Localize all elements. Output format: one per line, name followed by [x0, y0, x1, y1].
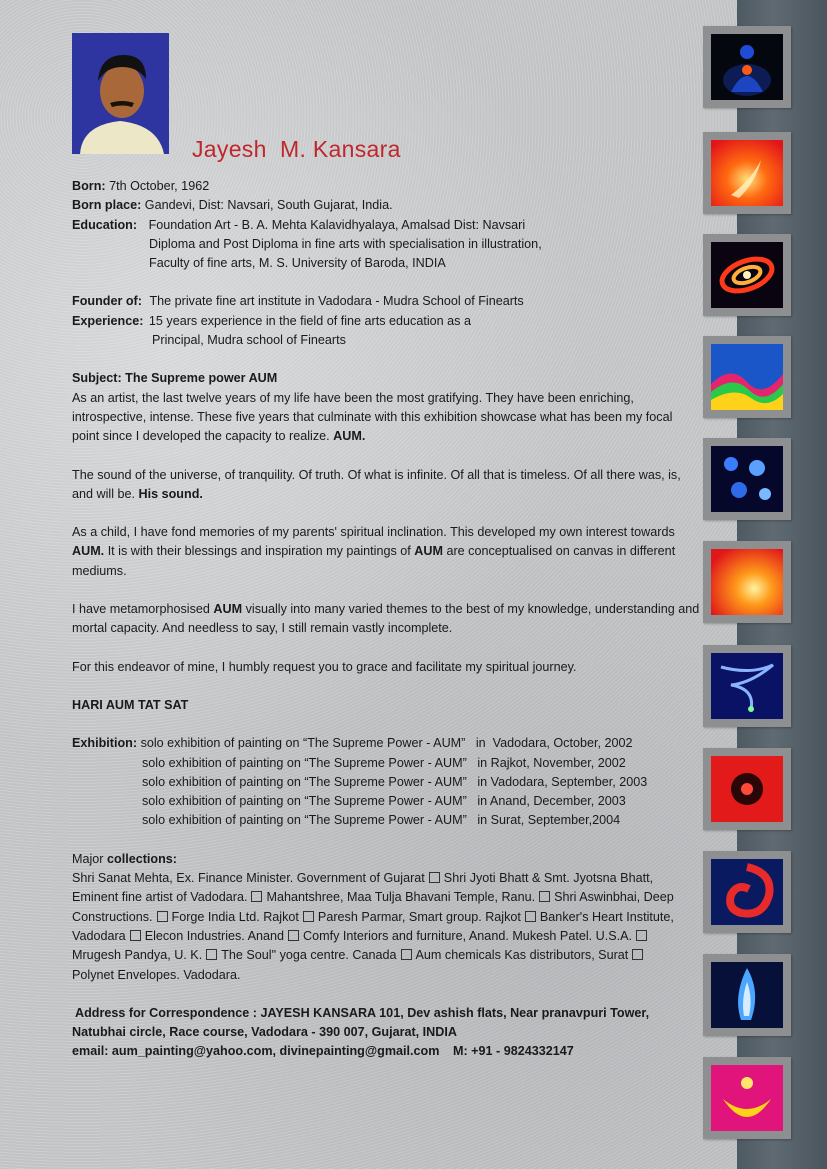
- address-line: Address for Correspondence : JAYESH KANSARA 101, Dev ashish flats, Near pranavpuri Tower,: [75, 1005, 650, 1020]
- birthplace-row: [72, 196, 702, 215]
- square-bullet-icon: [632, 949, 643, 960]
- square-bullet-icon: [251, 891, 262, 902]
- experience-label: Experience:: [72, 313, 144, 328]
- exhibition-row: [72, 754, 702, 773]
- founder-row: [72, 292, 702, 311]
- subject-paragraph-4: I have metamorphosised AUM visually into many varied themes to the best of my knowledge, understanding and mortal capacity. And needless to say, I still remain vastly incomplete.: [72, 602, 700, 636]
- square-bullet-icon: [429, 872, 440, 883]
- collection-entry: Aum chemicals Kas distributors, Surat: [415, 948, 629, 963]
- biography-content: [72, 177, 702, 1062]
- thumbnail-11: [703, 1057, 791, 1139]
- collection-entry: Forge India Ltd. Rajkot: [171, 909, 299, 924]
- collection-entry: Mrugesh Pandya, U. K.: [72, 948, 203, 963]
- exhibition-title: solo exhibition of painting on “The Supreme Power - AUM”: [142, 813, 467, 828]
- meditating-figure-art: [711, 34, 783, 100]
- exhibition-place: in Surat, September,2004: [477, 813, 621, 828]
- subject-heading: Subject: The Supreme power AUM: [72, 371, 278, 386]
- red-om-art: [711, 756, 783, 822]
- experience-line: Principal, Mudra school of Finearts: [152, 333, 346, 348]
- square-bullet-icon: [401, 949, 412, 960]
- education-line: Foundation Art - B. A. Mehta Kalavidhyalaya, Amalsad Dist: Navsari: [148, 217, 526, 232]
- birthplace-value: Gandevi, Dist: Navsari, South Gujarat, India.: [144, 198, 393, 213]
- exhibition-place: in Vadodara, September, 2003: [477, 774, 648, 789]
- portrait-photo: [72, 33, 169, 154]
- collection-entry: Polynet Envelopes. Vadodara.: [72, 967, 241, 982]
- collection-entry: Elecon Industries. Anand: [144, 928, 285, 943]
- exhibition-title: solo exhibition of painting on “The Supreme Power - AUM”: [140, 736, 466, 751]
- cosmic-wave-art: [711, 653, 783, 719]
- square-bullet-icon: [636, 930, 647, 941]
- education-label: Education:: [72, 217, 138, 232]
- subject-paragraph-2: The sound of the universe, of tranquility. Of truth. Of what is infinite. Of all that is timeless. Of all there was, is, and will be. His sound.: [72, 467, 681, 501]
- spiral-galaxy-art: [711, 242, 783, 308]
- thumbnail-3: [703, 234, 791, 316]
- square-bullet-icon: [303, 911, 314, 922]
- collections-list: [72, 869, 677, 985]
- founder-value: The private fine art institute in Vadodara - Mudra School of Finearts: [149, 294, 524, 309]
- subject-paragraph-1: As an artist, the last twelve years of my life have been the most gratifying. They have been enriching, introspective, intense. These five years that culminate with this exhibition showcase what has been my focal point since I developed the capacity to realize. AUM.: [72, 390, 673, 444]
- exhibition-row: [72, 773, 702, 792]
- exhibition-title: solo exhibition of painting on “The Supreme Power - AUM”: [142, 794, 467, 809]
- thumbnail-7: [703, 645, 791, 727]
- thumbnail-6: [703, 541, 791, 623]
- born-row: [72, 177, 702, 196]
- subject-paragraph-5: For this endeavor of mine, I humbly request you to grace and facilitate my spiritual journey.: [72, 659, 577, 674]
- orange-vortex-art: [711, 549, 783, 615]
- thumbnail-1: [703, 26, 791, 108]
- email-text: email: aum_painting@yahoo.com, divinepainting@gmail.com: [72, 1044, 440, 1059]
- square-bullet-icon: [157, 911, 168, 922]
- artist-name: Jayesh M. Kansara: [192, 136, 401, 162]
- education-row: [72, 216, 702, 235]
- blue-red-swirl-art: [711, 859, 783, 925]
- birthplace-label: Born place:: [72, 198, 142, 213]
- thumbnail-5: [703, 438, 791, 520]
- phone-text: M: +91 - 9824332147: [452, 1044, 574, 1059]
- experience-row: [72, 312, 702, 331]
- mantra-heading: HARI AUM TAT SAT: [72, 697, 189, 712]
- exhibition-place: in Vadodara, October, 2002: [475, 736, 633, 751]
- experience-line: 15 years experience in the field of fine arts education as a: [148, 313, 471, 328]
- collection-entry: The Soul" yoga centre. Canada: [221, 948, 397, 963]
- collection-entry: Shri Sanat Mehta, Ex. Finance Minister. Government of Gujarat: [72, 871, 425, 886]
- collection-entry: Mahantshree, Maa Tulja Bhavani Temple, Ranu.: [266, 890, 536, 905]
- thumbnail-2: [703, 132, 791, 214]
- square-bullet-icon: [525, 911, 536, 922]
- exhibition-place: in Anand, December, 2003: [477, 794, 626, 809]
- blue-om-symbols-art: [711, 446, 783, 512]
- thumbnail-10: [703, 954, 791, 1036]
- thumbnail-9: [703, 851, 791, 933]
- collections-heading: Major collections:: [72, 851, 177, 866]
- collection-entry: Comfy Interiors and furniture, Anand. Mukesh Patel. U.S.A.: [303, 928, 633, 943]
- education-line: Diploma and Post Diploma in fine arts with specialisation in illustration,: [149, 236, 542, 251]
- pink-lotus-art: [711, 1065, 783, 1131]
- exhibition-place: in Rajkot, November, 2002: [477, 755, 626, 770]
- collection-entry: Banker's Heart Institute, Vadodara: [72, 909, 674, 943]
- exhibition-row: [72, 811, 702, 830]
- contact-row: [72, 1042, 702, 1061]
- portrait-person-icon: [72, 33, 169, 154]
- exhibition-row: [72, 734, 702, 753]
- square-bullet-icon: [288, 930, 299, 941]
- exhibition-title: solo exhibition of painting on “The Supreme Power - AUM”: [142, 755, 467, 770]
- exhibition-label: Exhibition:: [72, 736, 138, 751]
- education-line: Faculty of fine arts, M. S. University of Baroda, INDIA: [149, 256, 446, 271]
- address-line: Natubhai circle, Race course, Vadodara - 390 007, Gujarat, INDIA: [72, 1025, 457, 1040]
- collection-entry: Shri Jyoti Bhatt & Smt. Jyotsna Bhatt, Eminent fine artist of Vadodara.: [72, 871, 654, 905]
- square-bullet-icon: [130, 930, 141, 941]
- square-bullet-icon: [539, 891, 550, 902]
- collection-entry: Paresh Parmar, Smart group. Rajkot: [317, 909, 521, 924]
- thumbnail-4: [703, 336, 791, 418]
- flame-swirl-art: [711, 140, 783, 206]
- exhibition-title: solo exhibition of painting on “The Supreme Power - AUM”: [142, 774, 467, 789]
- subject-paragraph-3: As a child, I have fond memories of my parents' spiritual inclination. This developed my own interest towards AUM. It is with their blessings and inspiration my paintings of AUM are conceptualised on canvas in different mediums.: [72, 525, 676, 578]
- exhibition-row: [72, 792, 702, 811]
- founder-label: Founder of:: [72, 294, 142, 309]
- rainbow-waves-art: [711, 344, 783, 410]
- born-value: 7th October, 1962: [109, 179, 210, 193]
- collection-entry: Shri Aswinbhai, Deep Constructions.: [72, 890, 674, 924]
- square-bullet-icon: [206, 949, 217, 960]
- thumbnail-8: [703, 748, 791, 830]
- born-label: Born:: [72, 179, 106, 193]
- blue-flame-art: [711, 962, 783, 1028]
